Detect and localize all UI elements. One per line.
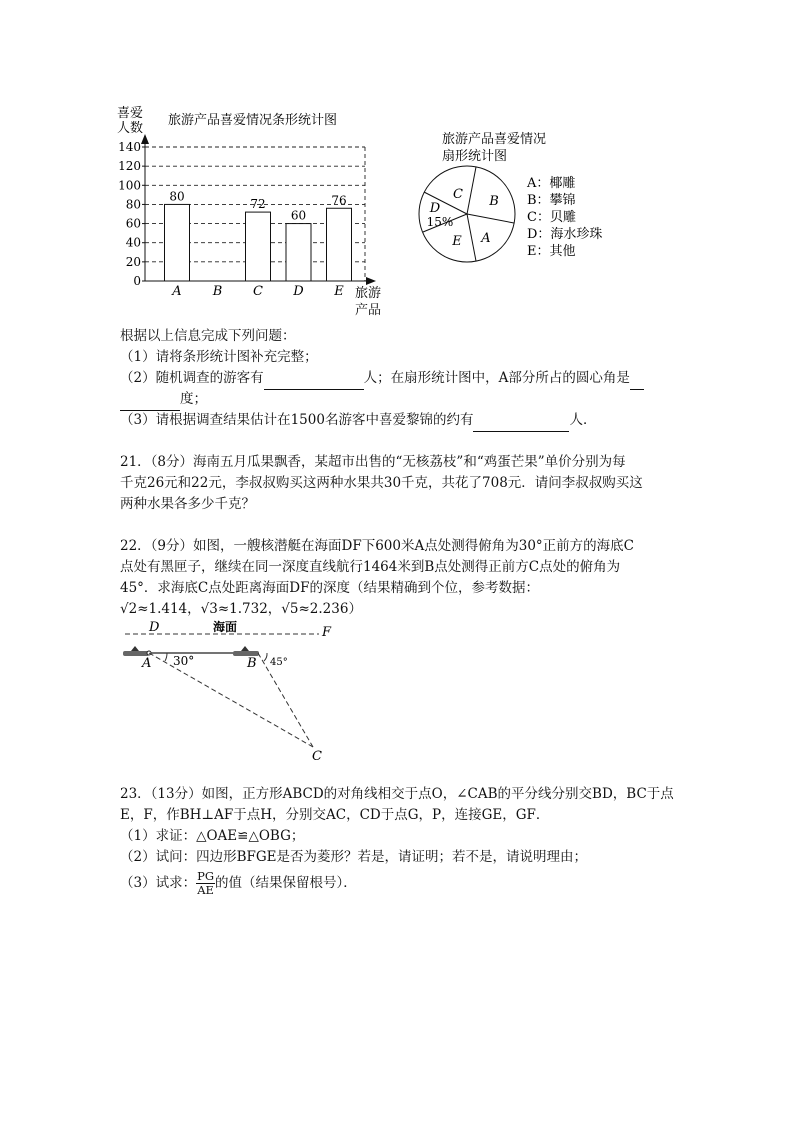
x-tick-label: D [293,284,304,299]
fraction-pg-ae: $\frac{PG}{AE}$ [197,869,215,897]
q20-part3: （3）请根据调查结果估计在1500名游客中喜爱黎锦的约有 人． [120,410,596,432]
pie-chart [410,125,650,270]
q21-line1: 21．（8分）海南五月瓜果飘香，某超市出售的“无核荔枝”和“鸡蛋芒果”单价分别为每 [120,454,626,470]
q23-line2: E，F，作BH⊥AF于点H，分别交AC，CD于点G，P，连接GE，GF． [120,807,550,823]
bar-value-label: 76 [331,193,347,208]
x-tick-label: B [212,284,223,299]
pie-legend [526,175,602,259]
pie-label-b: B [489,194,499,209]
svg-text:产品: 产品 [354,303,382,318]
bar-value-label: 80 [169,189,185,204]
pie-title-line1: 旅游产品喜爱情况 [442,132,547,147]
submarine-figure [115,617,355,765]
sightline-ac [149,653,313,747]
pie-legend-item: B：攀锦 [527,193,576,208]
y-tick-label: 40 [125,235,141,250]
pie-label-c: C [453,187,463,202]
q21-line3: 两种水果各多少千克？ [120,496,255,512]
point-a-label: A [142,656,152,671]
bar-value-label: 72 [250,197,266,212]
x-axis-arrow-icon [366,277,376,285]
pie-legend-item: E：其他 [527,244,576,259]
x-tick-label: A [172,284,182,299]
bar-chart [100,100,400,325]
bar [286,224,311,281]
answer-blank[interactable] [473,410,569,432]
sea-surface-label: 海面 [213,620,238,634]
point-b-label: B [247,656,257,671]
pie-legend-item: D：海水珍珠 [527,227,603,242]
submarine-a-icon [123,646,149,656]
bar-chart-xlabel [355,286,381,318]
svg-text:人数: 人数 [116,121,144,136]
answer-blank[interactable] [630,368,644,390]
q23-part2: （2）试问：四边形BFGE是否为菱形？若是，请证明；若不是，请说明理由； [120,849,588,865]
y-tick-label: 100 [118,178,141,193]
pie-legend-item: A：椰雕 [527,176,576,191]
bar [165,204,190,281]
svg-text:喜爱: 喜爱 [116,106,144,121]
q23-part3: （3）试求： $\frac{PG}{AE}$ 的值（结果保留根号）． [120,869,357,897]
bar [327,208,352,281]
answer-blank[interactable] [120,389,180,411]
angle-45-label: 45° [270,657,288,668]
q23-line1: 23．（13分）如图，正方形ABCD的对角线相交于点O，∠CAB的平分线分别交BD，BC于点 [120,786,674,802]
y-tick-label: 80 [125,197,141,212]
pie-legend-item: C：贝雕 [527,210,576,225]
answer-blank[interactable] [264,368,364,390]
q20-part2: （2）随机调查的游客有 人；在扇形统计图中，A部分所占的圆心角是 [120,368,644,390]
y-tick-label: 0 [133,274,141,288]
q23-part1: （1）求证：△OAE≌△OBG； [120,828,305,844]
point-d-label: D [149,620,160,635]
pie-label-d: D [429,201,441,216]
q20-part2-cont: 度； [120,389,207,411]
bar [246,212,271,281]
bar-value-label: 60 [290,208,307,223]
svg-text:旅游: 旅游 [354,286,382,301]
pie-title-line2: 扇形统计图 [442,149,508,164]
q22-line1: 22．（9分）如图，一艘核潜艇在海面DF下600米A点处测得俯角为30°正前方的海底C [120,538,634,554]
y-tick-label: 60 [125,216,141,231]
y-tick-label: 140 [118,140,141,155]
q21-line2: 千克26元和22元，李叔叔购买这两种水果共30千克，共花了708元．请问李叔叔购买这 [120,475,643,491]
q22-line2: 点处有黑匣子，继续在同一深度直线航行1464米到B点处测得正前方C点处的俯角为 [120,559,621,575]
q20-intro: 根据以上信息完成下列问题： [120,328,296,344]
angle-arc-a [165,653,167,661]
angle-30-label: 30° [173,654,195,668]
x-tick-label: C [253,284,263,299]
y-tick-label: 120 [118,159,141,174]
point-f-label: F [322,625,332,640]
q20-part1: （1）请将条形统计图补充完整； [120,349,318,365]
submarine-b-icon [233,646,259,656]
pie-label-a: A [481,231,491,246]
pie-label-e: E [452,234,462,249]
y-tick-label: 20 [125,254,141,269]
q22-line3: 45°．求海底C点处距离海面DF的深度（结果精确到个位，参考数据： [120,580,539,596]
pie-value-d: 15% [426,215,454,229]
x-tick-label: E [334,284,344,299]
q22-reference-values: √2≈1.414，√3≈1.732，√5≈2.236） [120,601,362,617]
bar-chart-ylabel [117,105,143,136]
angle-arc-b [264,653,267,661]
point-c-label: C [312,749,322,764]
bar-chart-title: 旅游产品喜爱情况条形统计图 [168,113,338,128]
